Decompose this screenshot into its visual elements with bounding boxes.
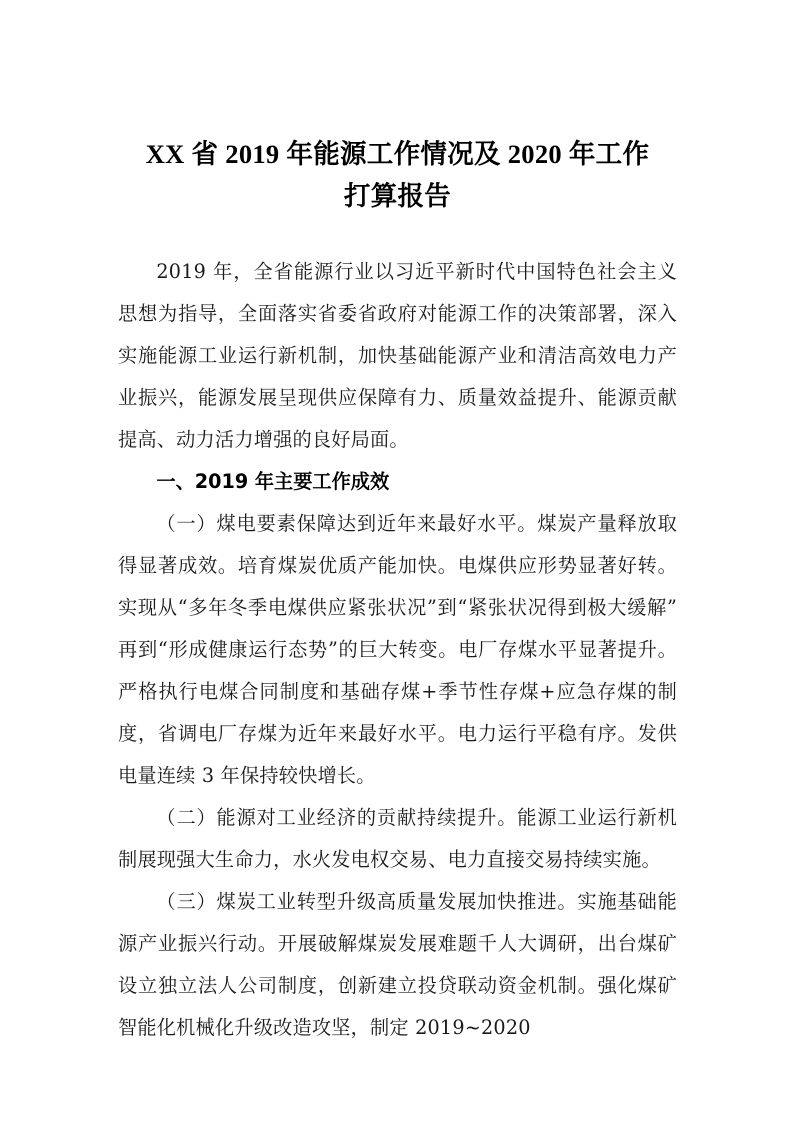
document-content-column [118,0,677,1049]
page-title [118,0,677,217]
page-title-line-1: XX 省 2019 年能源工作情况及 2020 年工作 [145,139,650,169]
subsection-paragraph-3: （三）煤炭工业转型升级高质量发展加快推进。实施基础能源产业振兴行动。开展破解煤炭发展难题千人大调研，出台煤矿设立独立法人公司制度，创新建立投贷联动资金机制。强化煤矿智能化机械化升级改造攻坚，制定 2019~2020 [118,890,677,1039]
page-title-line-2: 打算报告 [343,181,452,211]
document-body [118,251,677,1049]
subsection-paragraph-1: （一）煤电要素保障达到近年来最好水平。煤炭产量释放取得显著成效。培育煤炭优质产能加快。电煤供应形势显著好转。实现从“多年冬季电煤供应紧张状况”到“紧张状况得到极大缓解”再到“形成健康运行态势”的巨大转变。电厂存煤水平显著提升。严格执行电煤合同制度和基础存煤+季节性存煤+应急存煤的制度，省调电厂存煤为近年来最好水平。电力运行平稳有序。发供电量连续 3 年保持较快增长。 [118,512,677,787]
subsection-paragraph-2: （二）能源对工业经济的贡献持续提升。能源工业运行新机制展现强大生命力，水火发电权交易、电力直接交易持续实施。 [118,806,677,871]
intro-paragraph: 2019 年，全省能源行业以习近平新时代中国特色社会主义思想为指导，全面落实省委省政府对能源工作的决策部署，深入实施能源工业运行新机制，加快基础能源产业和清洁高效电力产业振兴，能源发展呈现供应保障有力、质量效益提升、能源贡献提高、动力活力增强的良好局面。 [118,260,677,451]
section-heading-1: 一、2019 年主要工作成效 [156,470,390,493]
